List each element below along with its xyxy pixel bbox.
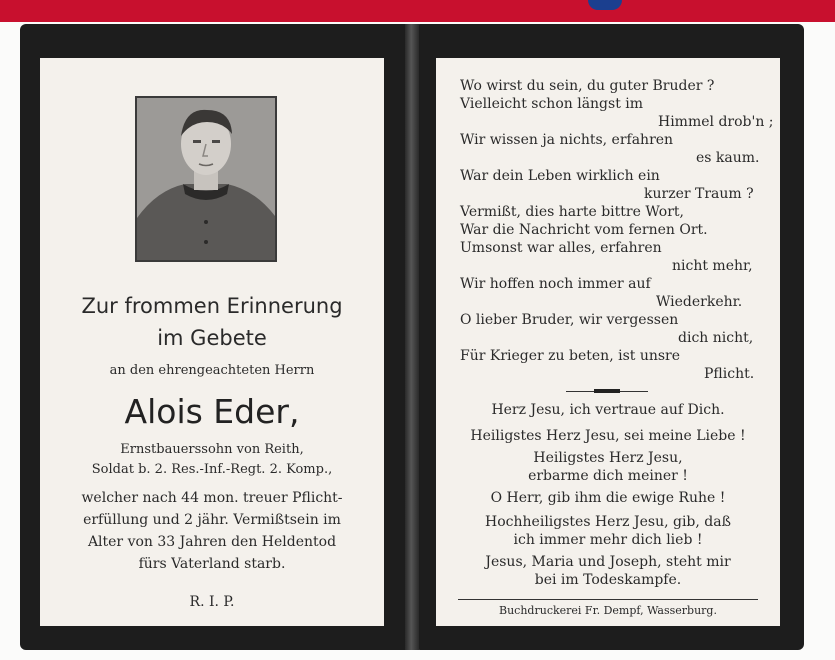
- description-line-2: Soldat b. 2. Res.-Inf.-Regt. 2. Komp.,: [91, 462, 333, 477]
- poem-line: Vielleicht schon längst im: [460, 96, 644, 112]
- body-line: fürs Vaterland starb.: [138, 556, 286, 572]
- memorial-left-panel: [40, 58, 384, 626]
- body-line: Alter von 33 Jahren den Heldentod: [87, 534, 337, 550]
- address-line: an den ehrengeachteten Herrn: [109, 363, 315, 378]
- description-line-1: Ernstbauerssohn von Reith,: [120, 442, 304, 457]
- body-line: erfüllung und 2 jähr. Vermißtsein im: [83, 512, 341, 528]
- poem-line: kurzer Traum ?: [644, 186, 754, 202]
- card-fold: [405, 24, 419, 650]
- background-band: [0, 0, 835, 22]
- prayer-line: erbarme dich meiner !: [528, 468, 688, 484]
- prayer-line: bei im Todeskampfe.: [534, 572, 682, 588]
- divider-ornament: [594, 389, 620, 393]
- title-line-2: im Gebete: [157, 326, 267, 350]
- prayer-line: Hochheiligstes Herz Jesu, gib, daß: [485, 514, 731, 530]
- prayer-line: Jesus, Maria und Joseph, steht mir: [485, 554, 731, 570]
- poem-line: Pflicht.: [704, 366, 755, 382]
- prayer-line: ich immer mehr dich lieb !: [513, 532, 703, 548]
- portrait-photo: [135, 96, 277, 262]
- poem-line: O lieber Bruder, wir vergessen: [460, 312, 679, 328]
- poem-line: Wo wirst du sein, du guter Bruder ?: [460, 78, 715, 94]
- body-line: welcher nach 44 mon. treuer Pflicht-: [81, 490, 343, 506]
- section-divider: [566, 391, 648, 392]
- poem-line: Wir hoffen noch immer auf: [460, 276, 651, 292]
- footer-rule: [458, 599, 758, 600]
- poem-line: Himmel drob'n ;: [658, 114, 774, 130]
- poem-line: es kaum.: [696, 150, 760, 166]
- prayer-line: Herz Jesu, ich vertraue auf Dich.: [491, 402, 725, 418]
- poem-line: nicht mehr,: [672, 258, 753, 274]
- deceased-name: Alois Eder,: [124, 392, 300, 431]
- poem-line: dich nicht,: [678, 330, 754, 346]
- prayer-line: Heiligstes Herz Jesu, sei meine Liebe !: [470, 428, 746, 444]
- poem-line: War die Nachricht vom fernen Ort.: [460, 222, 708, 238]
- printer-credit: Buchdruckerei Fr. Dempf, Wasserburg.: [499, 604, 717, 617]
- poem-line: Wir wissen ja nichts, erfahren: [460, 132, 674, 148]
- rip-text: R. I. P.: [189, 594, 235, 610]
- poem-line: Für Krieger zu beten, ist unsre: [460, 348, 681, 364]
- prayer-line: O Herr, gib ihm die ewige Ruhe !: [490, 490, 726, 506]
- title-line-1: Zur frommen Erinnerung: [81, 294, 343, 318]
- memorial-right-panel: [436, 58, 780, 626]
- poem-line: Wiederkehr.: [656, 294, 743, 310]
- prayer-line: Heiligstes Herz Jesu,: [533, 450, 683, 466]
- band-accent: [588, 0, 622, 10]
- poem-line: Umsonst war alles, erfahren: [460, 240, 662, 256]
- poem-line: War dein Leben wirklich ein: [460, 168, 660, 184]
- poem-line: Vermißt, dies harte bittre Wort,: [460, 204, 684, 220]
